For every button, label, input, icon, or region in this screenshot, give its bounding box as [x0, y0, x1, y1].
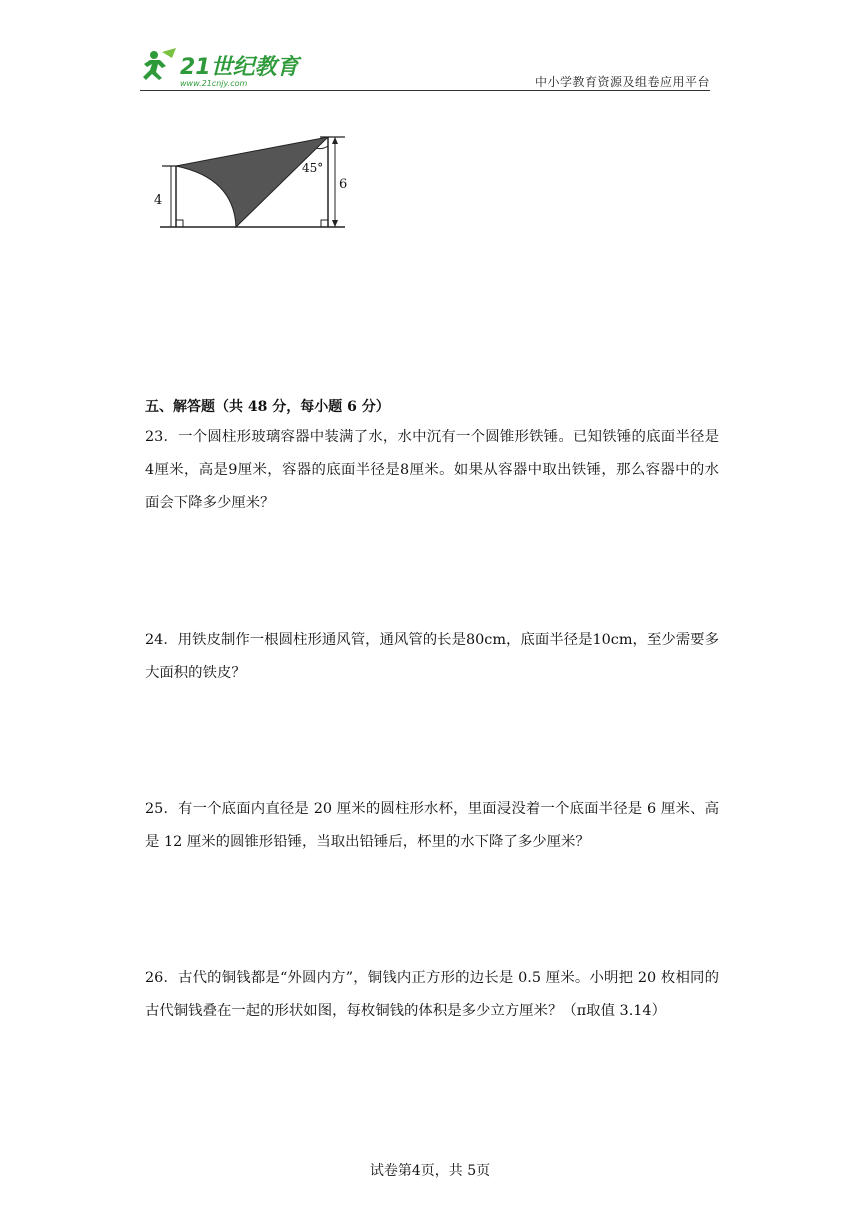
question-25: 25．有一个底面内直径是 20 厘米的圆柱形水杯，里面浸没着一个底面半径是 6 厘米、高是 12 厘米的圆锥形铅锤，当取出铅锤后，杯里的水下降了多少厘米？	[145, 801, 719, 850]
geometry-figure	[150, 128, 360, 238]
section-title: 五、解答题（共 48 分，每小题 6 分）	[145, 399, 390, 415]
question-26: 26．古代的铜钱都是“外圆内方”，铜钱内正方形的边长是 0.5 厘米。小明把 20 枚相同的古代铜钱叠在一起的形状如图，每枚铜钱的体积是多少立方厘米？（π取值 3.14）	[145, 970, 719, 1019]
platform-label: 中小学教育资源及组卷应用平台	[534, 75, 710, 89]
page-footer: 试卷第4页，共 5页	[369, 1163, 491, 1179]
runner-icon	[143, 48, 176, 80]
shaded-region	[176, 137, 328, 227]
header-divider	[140, 90, 710, 91]
question-23: 23．一个圆柱形玻璃容器中装满了水，水中沉有一个圆锥形铁锤。已知铁锤的底面半径是4厘米，高是9厘米，容器的底面半径是8厘米。如果从容器中取出铁锤，那么容器中的水面会下降多少厘米？	[145, 429, 719, 511]
right-height-label: 6	[339, 177, 348, 192]
question-24: 24．用铁皮制作一根圆柱形通风管，通风管的长是80cm，底面半径是10cm，至少需要多大面积的铁皮？	[145, 632, 719, 681]
svg-text:www.21cnjy.com: www.21cnjy.com	[180, 79, 248, 88]
site-logo	[140, 46, 320, 88]
svg-text:21世纪教育: 21世纪教育	[180, 55, 299, 80]
angle-label: 45°	[302, 161, 324, 175]
left-height-label: 4	[154, 193, 163, 208]
page-header	[140, 40, 710, 92]
